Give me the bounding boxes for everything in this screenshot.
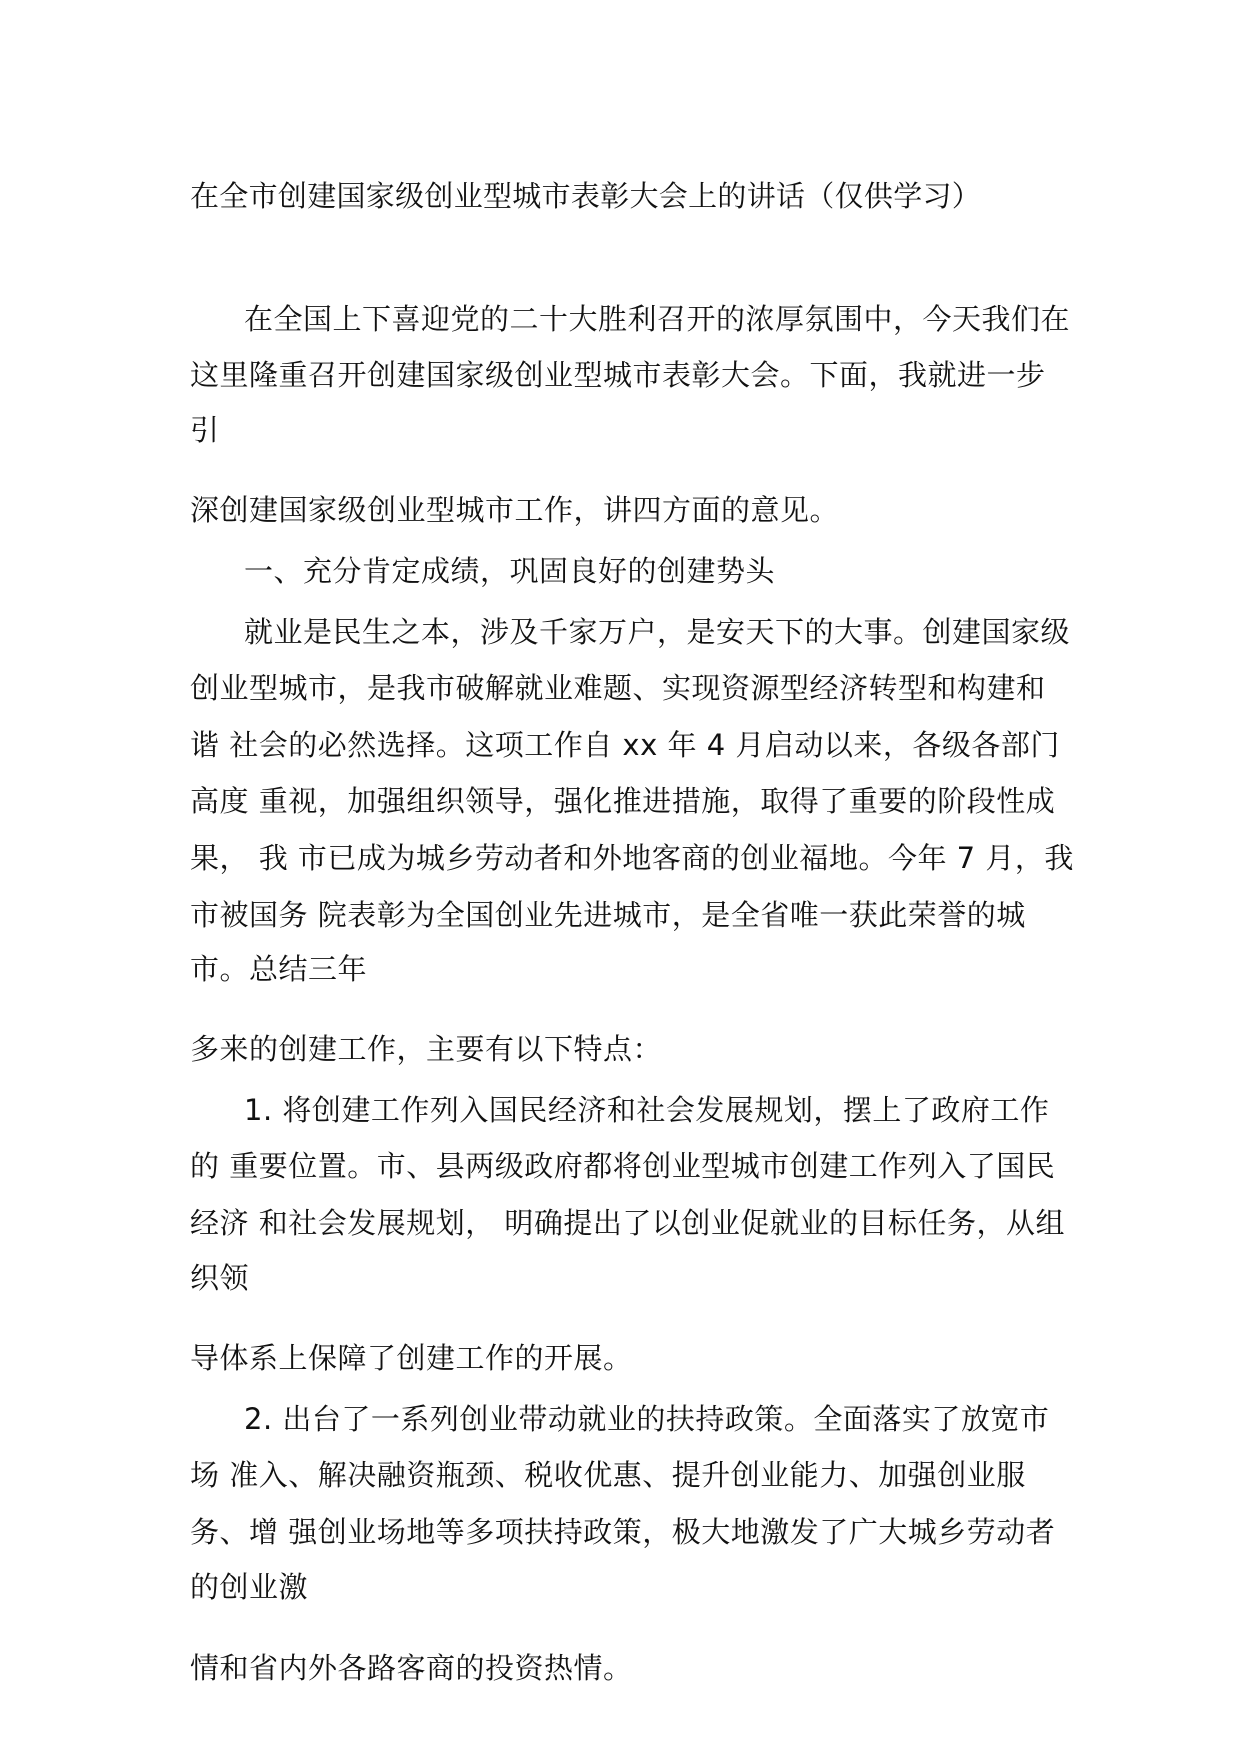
paragraph-line: 场 准入、解决融资瓶颈、税收优惠、提升创业能力、加强创业服	[190, 1458, 1026, 1492]
paragraph-line: 市。总结三年	[190, 952, 368, 986]
paragraph-line: 情和省内外各路客商的投资热情。	[190, 1651, 633, 1685]
paragraph-line: 创业型城市，是我市破解就业难题、实现资源型经济转型和构建和	[190, 671, 1046, 705]
paragraph-line: 深创建国家级创业型城市工作，讲四方面的意见。	[190, 493, 840, 527]
paragraph-line: 在全国上下喜迎党的二十大胜利召开的浓厚氛围中，今天我们在	[244, 302, 1071, 336]
paragraph-line: 引	[190, 413, 220, 447]
document-title: 在全市创建国家级创业型城市表彰大会上的讲话（仅供学习）	[190, 179, 982, 213]
paragraph-line: 果， 我 市已成为城乡劳动者和外地客商的创业福地。今年 7 月，我	[190, 841, 1074, 875]
paragraph-line: 谐 社会的必然选择。这项工作自 xx 年 4 月启动以来，各级各部门	[190, 728, 1060, 762]
paragraph-line: 务、增 强创业场地等多项扶持政策，极大地激发了广大城乡劳动者	[190, 1515, 1056, 1549]
paragraph-line: 导体系上保障了创建工作的开展。	[190, 1341, 633, 1375]
paragraph-line: 多来的创建工作，主要有以下特点：	[190, 1032, 663, 1066]
paragraph-line: 高度 重视，加强组织领导，强化推进措施，取得了重要的阶段性成	[190, 784, 1056, 818]
paragraph-line: 的 重要位置。市、县两级政府都将创业型城市创建工作列入了国民	[190, 1149, 1056, 1183]
list-item-line: 1. 将创建工作列入国民经济和社会发展规划，摆上了政府工作	[244, 1093, 1050, 1127]
list-item-line: 2. 出台了一系列创业带动就业的扶持政策。全面落实了放宽市	[244, 1402, 1050, 1436]
paragraph-line: 的创业激	[190, 1570, 309, 1604]
paragraph-line: 就业是民生之本，涉及千家万户，是安天下的大事。创建国家级	[244, 615, 1071, 649]
paragraph-line: 织领	[190, 1261, 250, 1295]
paragraph-line: 这里隆重召开创建国家级创业型城市表彰大会。下面，我就进一步	[190, 358, 1046, 392]
paragraph-line: 经济 和社会发展规划， 明确提出了以创业促就业的目标任务，从组	[190, 1206, 1065, 1240]
paragraph-line: 市被国务 院表彰为全国创业先进城市，是全省唯一获此荣誉的城	[190, 898, 1026, 932]
section-heading: 一、充分肯定成绩，巩固良好的创建势头	[244, 554, 776, 588]
